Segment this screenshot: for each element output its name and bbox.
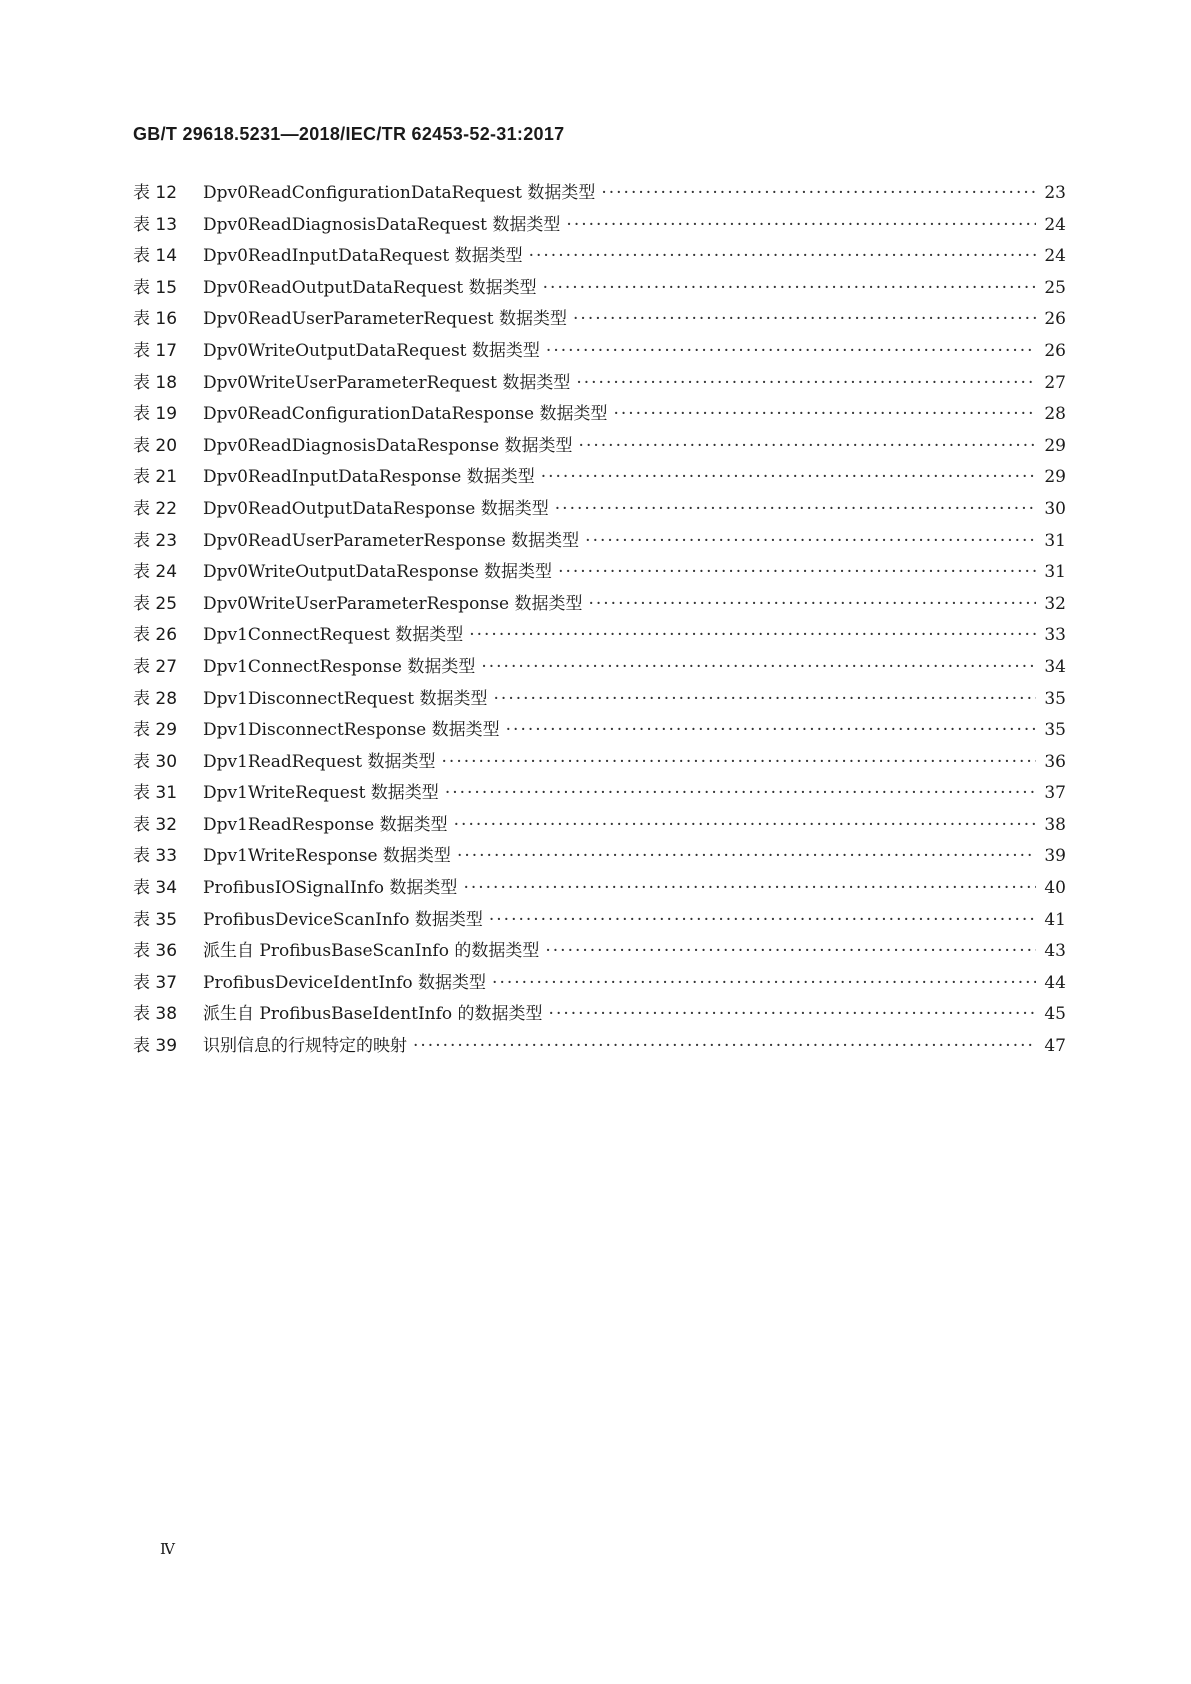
- toc-entry-page: 34: [1044, 656, 1066, 677]
- toc-entry-page: 37: [1044, 783, 1066, 804]
- toc-entry-title: Dpv1ConnectRequest 数据类型: [203, 625, 464, 646]
- toc-entry-page: 47: [1044, 1036, 1066, 1057]
- toc-entry-page: 43: [1044, 941, 1066, 962]
- toc-entry[interactable]: [133, 368, 1066, 400]
- toc-entry-title: 派生自 ProfibusBaseScanInfo 的数据类型: [203, 941, 540, 962]
- toc-entry-title: Dpv1WriteResponse 数据类型: [203, 846, 451, 867]
- toc-entry-label: 表 14: [133, 246, 178, 267]
- toc-entry[interactable]: [133, 494, 1066, 526]
- toc-entry[interactable]: [133, 304, 1066, 336]
- toc-entry[interactable]: [133, 715, 1066, 747]
- table-of-contents-list: [133, 178, 1066, 1063]
- toc-entry-title: Dpv0ReadInputDataRequest 数据类型: [203, 246, 523, 267]
- toc-entry[interactable]: [133, 841, 1066, 873]
- toc-leader-dots: [413, 1036, 1036, 1056]
- toc-entry-label: 表 26: [133, 625, 178, 646]
- toc-entry-title: Dpv0WriteUserParameterResponse 数据类型: [203, 593, 583, 614]
- toc-leader-dots: [457, 846, 1036, 866]
- toc-entry[interactable]: [133, 526, 1066, 558]
- toc-leader-dots: [543, 278, 1036, 298]
- toc-entry-label: 表 13: [133, 214, 178, 235]
- toc-entry-title: Dpv0ReadConfigurationDataResponse 数据类型: [203, 404, 608, 425]
- toc-entry-label: 表 28: [133, 688, 178, 709]
- toc-entry[interactable]: [133, 999, 1066, 1031]
- toc-entry-title: 派生自 ProfibusBaseIdentInfo 的数据类型: [203, 1004, 543, 1025]
- toc-entry-title: Dpv1DisconnectRequest 数据类型: [203, 688, 488, 709]
- toc-entry-label: 表 18: [133, 372, 178, 393]
- toc-entry-title: Dpv0ReadOutputDataResponse 数据类型: [203, 498, 549, 519]
- toc-entry-page: 30: [1044, 498, 1066, 519]
- toc-entry-label: 表 36: [133, 941, 178, 962]
- toc-entry-title: Dpv1ReadResponse 数据类型: [203, 814, 448, 835]
- toc-entry-page: 24: [1044, 246, 1066, 267]
- toc-leader-dots: [545, 941, 1036, 961]
- toc-entry-title: Dpv0ReadUserParameterRequest 数据类型: [203, 309, 568, 330]
- toc-entry[interactable]: [133, 684, 1066, 716]
- toc-leader-dots: [494, 689, 1036, 709]
- toc-leader-dots: [549, 1004, 1036, 1024]
- toc-entry-label: 表 23: [133, 530, 178, 551]
- toc-entry-label: 表 30: [133, 751, 178, 772]
- toc-entry-label: 表 35: [133, 909, 178, 930]
- toc-entry[interactable]: [133, 905, 1066, 937]
- toc-entry-label: 表 27: [133, 656, 178, 677]
- toc-entry-page: 29: [1044, 467, 1066, 488]
- toc-entry[interactable]: [133, 810, 1066, 842]
- page-number: Ⅳ: [160, 1542, 175, 1558]
- toc-entry[interactable]: [133, 241, 1066, 273]
- toc-entry-label: 表 31: [133, 783, 178, 804]
- toc-entry-label: 表 32: [133, 814, 178, 835]
- toc-entry-page: 45: [1044, 1004, 1066, 1025]
- toc-entry-label: 表 33: [133, 846, 178, 867]
- toc-entry-label: 表 12: [133, 183, 178, 203]
- toc-entry-title: ProfibusIOSignalInfo 数据类型: [203, 878, 458, 899]
- toc-entry[interactable]: [133, 778, 1066, 810]
- toc-entry-label: 表 21: [133, 467, 178, 488]
- toc-entry[interactable]: [133, 462, 1066, 494]
- toc-leader-dots: [529, 246, 1036, 266]
- toc-entry-title: Dpv1DisconnectResponse 数据类型: [203, 720, 500, 741]
- toc-entry-label: 表 19: [133, 404, 178, 425]
- toc-entry-label: 表 22: [133, 498, 178, 519]
- toc-entry-label: 表 38: [133, 1004, 178, 1025]
- toc-entry-label: 表 20: [133, 435, 178, 456]
- toc-entry[interactable]: [133, 1031, 1066, 1063]
- toc-leader-dots: [546, 341, 1036, 361]
- toc-entry[interactable]: [133, 873, 1066, 905]
- toc-entry[interactable]: [133, 178, 1066, 210]
- toc-leader-dots: [566, 215, 1036, 235]
- toc-entry-title: Dpv0ReadDiagnosisDataResponse 数据类型: [203, 435, 573, 456]
- toc-leader-dots: [442, 752, 1036, 772]
- toc-leader-dots: [481, 657, 1036, 677]
- toc-leader-dots: [445, 783, 1036, 803]
- toc-entry-page: 31: [1044, 530, 1066, 551]
- toc-entry[interactable]: [133, 431, 1066, 463]
- toc-leader-dots: [541, 467, 1036, 487]
- toc-leader-dots: [601, 183, 1036, 203]
- toc-entry-page: 26: [1044, 309, 1066, 330]
- toc-entry-title: Dpv1ConnectResponse 数据类型: [203, 656, 476, 677]
- toc-leader-dots: [506, 720, 1036, 740]
- toc-entry-label: 表 37: [133, 972, 178, 993]
- toc-entry-label: 表 34: [133, 878, 178, 899]
- toc-entry[interactable]: [133, 210, 1066, 242]
- toc-entry-page: 31: [1044, 562, 1066, 583]
- toc-entry-label: 表 24: [133, 562, 178, 583]
- document-header-code: GB/T 29618.5231—2018/IEC/TR 62453-52-31:2017: [133, 124, 565, 144]
- toc-leader-dots: [573, 309, 1036, 329]
- toc-entry-page: 32: [1044, 593, 1066, 614]
- toc-entry-page: 35: [1044, 688, 1066, 709]
- toc-entry[interactable]: [133, 968, 1066, 1000]
- toc-entry[interactable]: [133, 936, 1066, 968]
- toc-entry-page: 40: [1044, 878, 1066, 899]
- toc-entry-title: Dpv0ReadConfigurationDataRequest 数据类型: [203, 183, 596, 203]
- toc-entry[interactable]: [133, 336, 1066, 368]
- toc-leader-dots: [469, 625, 1036, 645]
- toc-entry-title: Dpv0WriteOutputDataResponse 数据类型: [203, 562, 553, 583]
- toc-entry-page: 41: [1044, 909, 1066, 930]
- toc-leader-dots: [555, 499, 1036, 519]
- toc-entry-title: ProfibusDeviceIdentInfo 数据类型: [203, 972, 487, 993]
- toc-entry-title: 识别信息的行规特定的映射: [203, 1036, 407, 1057]
- toc-leader-dots: [489, 910, 1036, 930]
- toc-entry-page: 33: [1044, 625, 1066, 646]
- toc-entry[interactable]: [133, 589, 1066, 621]
- toc-entry[interactable]: [133, 620, 1066, 652]
- toc-entry-label: 表 15: [133, 277, 178, 298]
- toc-entry-label: 表 39: [133, 1036, 178, 1057]
- toc-leader-dots: [492, 973, 1036, 993]
- toc-entry-label: 表 25: [133, 593, 178, 614]
- toc-leader-dots: [588, 594, 1036, 614]
- toc-entry-page: 25: [1044, 277, 1066, 298]
- toc-leader-dots: [613, 404, 1036, 424]
- toc-leader-dots: [579, 436, 1036, 456]
- toc-leader-dots: [585, 531, 1036, 551]
- toc-leader-dots: [463, 878, 1036, 898]
- toc-entry-page: 28: [1044, 404, 1066, 425]
- toc-entry-title: Dpv0ReadInputDataResponse 数据类型: [203, 467, 535, 488]
- toc-entry-title: ProfibusDeviceScanInfo 数据类型: [203, 909, 483, 930]
- toc-entry[interactable]: [133, 399, 1066, 431]
- toc-entry-title: Dpv0ReadOutputDataRequest 数据类型: [203, 277, 537, 298]
- toc-entry-label: 表 16: [133, 309, 178, 330]
- toc-entry-title: Dpv0ReadUserParameterResponse 数据类型: [203, 530, 580, 551]
- toc-leader-dots: [558, 562, 1036, 582]
- toc-leader-dots: [576, 373, 1036, 393]
- toc-entry[interactable]: [133, 273, 1066, 305]
- toc-leader-dots: [454, 815, 1036, 835]
- toc-entry[interactable]: [133, 747, 1066, 779]
- toc-entry-title: Dpv1WriteRequest 数据类型: [203, 783, 439, 804]
- toc-entry-page: 29: [1044, 435, 1066, 456]
- toc-entry-page: 44: [1044, 972, 1066, 993]
- toc-entry-title: Dpv0WriteOutputDataRequest 数据类型: [203, 340, 540, 361]
- toc-entry-page: 26: [1044, 340, 1066, 361]
- toc-entry-page: 39: [1044, 846, 1066, 867]
- toc-entry-title: Dpv0WriteUserParameterRequest 数据类型: [203, 372, 571, 393]
- toc-entry[interactable]: [133, 557, 1066, 589]
- toc-entry[interactable]: [133, 652, 1066, 684]
- toc-entry-page: 24: [1044, 214, 1066, 235]
- toc-entry-label: 表 29: [133, 720, 178, 741]
- toc-entry-title: Dpv0ReadDiagnosisDataRequest 数据类型: [203, 214, 561, 235]
- toc-entry-page: 36: [1044, 751, 1066, 772]
- toc-entry-title: Dpv1ReadRequest 数据类型: [203, 751, 436, 772]
- toc-entry-page: 38: [1044, 814, 1066, 835]
- toc-entry-label: 表 17: [133, 340, 178, 361]
- toc-entry-page: 35: [1044, 720, 1066, 741]
- toc-entry-page: 27: [1044, 372, 1066, 393]
- toc-entry-page: 23: [1044, 183, 1066, 203]
